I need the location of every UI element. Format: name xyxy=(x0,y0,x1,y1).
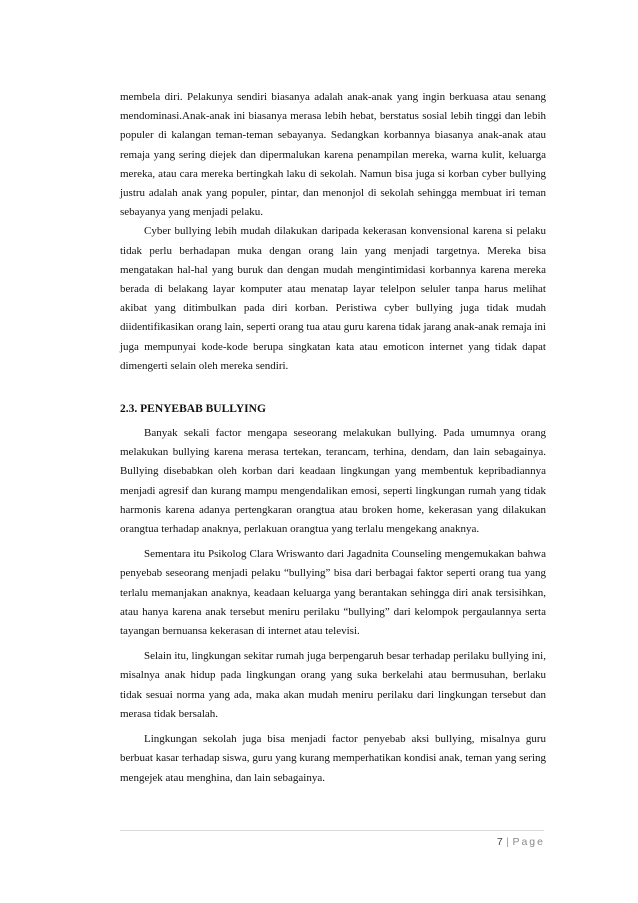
section-paragraph-3: Selain itu, lingkungan sekitar rumah juga berpengaruh besar terhadap perilaku bullying ini, misalnya anak hidup pada lingkungan orang yang suka berkelahi atau bermusuhan, berlaku tidak sesuai norma yang ada, maka akan mudah meniru perilaku dari lingkungan tersebut dan merasa tidak bersalah. xyxy=(120,650,546,720)
section-spacer xyxy=(120,376,546,400)
section-paragraph-2: Sementara itu Psikolog Clara Wriswanto dari Jagadnita Counseling mengemukakan bahwa penyebab seseorang menjadi pelaku “bullying” bisa dari berbagai faktor seperti orang tua yang terlalu memanjakan anaknya, keadaan keluarga yang berantakan sehingga diri anak tersisihkan, atau hanya karena anak tersebut meniru perilaku “bullying” dari kelompok pergaulannya serta tayangan bernuansa kekerasan di internet atau televisi. xyxy=(120,548,546,638)
section-paragraph-1: Banyak sekali factor mengapa seseorang melakukan bullying. Pada umumnya orang melakukan bullying karena merasa tertekan, terancam, terhina, dendam, dan lain sebagainya. Bullying disebabkan oleh korban dari keadaan lingkungan yang membentuk kepribadiannya menjadi agresif dan kurang mampu mengendalikan emosi, seperti lingkungan rumah yang tidak harmonis karena adanya pertengkaran orangtua atau broken home, kekerasan yang dilakukan orangtua terhadap anaknya, perlakuan orangtua yang terlalu mengekang anaknya. xyxy=(120,427,546,536)
section-paragraph-4: Lingkungan sekolah juga bisa menjadi factor penyebab aksi bullying, misalnya guru berbuat kasar terhadap siswa, guru yang kurang memperhatikan kondisi anak, teman yang sering mengejek atau menghina, dan lain sebagainya. xyxy=(120,733,546,784)
page-number: 7 xyxy=(496,836,504,848)
footer-divider xyxy=(120,830,544,831)
page-footer xyxy=(497,836,545,848)
page-content xyxy=(120,88,546,788)
footer-separator: | xyxy=(506,836,510,848)
paragraph-continued: membela diri. Pelakunya sendiri biasanya adalah anak-anak yang ingin berkuasa atau senang mendominasi.Anak-anak ini biasanya merasa lebih hebat, berstatus sosial lebih tinggi dan lebih populer di kalangan teman-teman sebayanya. Sedangkan korbannya biasanya anak-anak atau remaja yang sering diejek dan dipermalukan karena penampilan mereka, warna kulit, keluarga mereka, atau cara mereka bertingkah laku di sekolah. Namun bisa juga si korban cyber bullying justru adalah anak yang populer, pintar, dan menonjol di sekolah sehingga membuat iri teman sebayanya yang menjadi pelaku. xyxy=(120,91,546,219)
section-heading: 2.3. PENYEBAB BULLYING xyxy=(120,403,266,416)
paragraph-cyber-bullying: Cyber bullying lebih mudah dilakukan daripada kekerasan konvensional karena si pelaku tidak perlu berhadapan muka dengan orang lain yang menjadi targetnya. Mereka bisa mengatakan hal-hal yang buruk dan dengan mudah mengintimidasi korbannya karena mereka berada di belakang layar komputer atau menatap layar telelpon seluler tanpa harus melihat akibat yang ditimbulkan pada diri korban. Peristiwa cyber bullying juga tidak mudah diidentifikasikan orang lain, seperti orang tua atau guru karena tidak jarang anak-anak remaja ini juga mempunyai kode-kode berupa singkatan kata atau emoticon internet yang tidak dapat dimengerti selain oleh mereka sendiri. xyxy=(120,225,546,372)
page-label: Page xyxy=(512,836,545,848)
